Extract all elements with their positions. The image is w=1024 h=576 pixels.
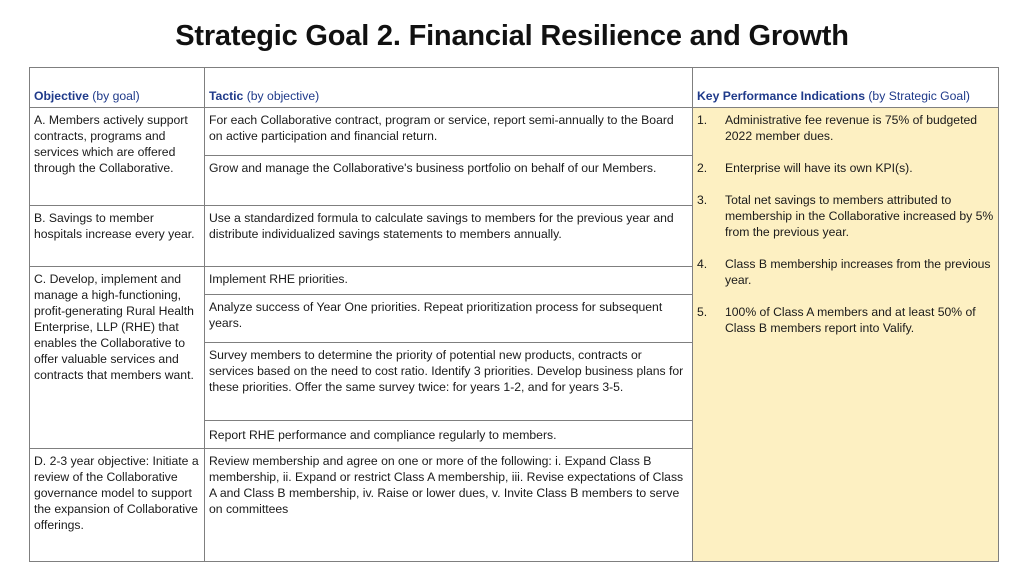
tactic-c3-cell: Survey members to determine the priority of potential new products, contracts or services based on the need to cost ratio. Identify 3 priorities. Develop business plans for these priorities. Offer the same survey twice: for years 1-2, and for years 3-5. (205, 343, 693, 421)
kpi-number: 2. (697, 161, 708, 175)
kpi-text: 100% of Class A members and at least 50% of Class B members report into Valify. (725, 305, 976, 335)
tactic-c1-cell: Implement RHE priorities. (205, 267, 693, 295)
strategic-goal-table (29, 67, 999, 562)
objective-header-sub: (by goal) (92, 89, 140, 103)
objective-header (30, 68, 205, 108)
kpi-text: Total net savings to members attributed to membership in the Collaborative increased by 5% from the previous year. (725, 193, 994, 239)
tactic-d1-cell: Review membership and agree on one or more of the following: i. Expand Class B membership, ii. Expand or restrict Class A membership, iii. Revise expectations of Class A and Class B membership, iv. Raise or lower dues, v. Invite Class B members to serve on committees (205, 449, 693, 562)
kpi-cell (693, 108, 999, 562)
kpi-header (693, 68, 999, 108)
kpi-header-sub: (by Strategic Goal) (868, 89, 970, 103)
kpi-header-label: Key Performance Indications (697, 89, 865, 103)
kpi-item-2 (697, 160, 994, 176)
kpi-text: Administrative fee revenue is 75% of budgeted 2022 member dues. (725, 113, 978, 143)
tactic-b1-cell: Use a standardized formula to calculate savings to members for the previous year and distribute individualized savings statements to members annually. (205, 206, 693, 267)
kpi-text: Class B membership increases from the previous year. (725, 257, 991, 287)
objective-d-cell: D. 2-3 year objective: Initiate a review of the Collaborative governance model to support the expansion of Collaborative offerings. (30, 449, 205, 562)
page-title: Strategic Goal 2. Financial Resilience and Growth (175, 20, 849, 52)
kpi-number: 1. (697, 113, 708, 127)
table-row (30, 108, 999, 156)
tactic-c4-cell: Report RHE performance and compliance regularly to members. (205, 421, 693, 449)
tactic-header-sub: (by objective) (246, 89, 320, 103)
kpi-number: 4. (697, 257, 708, 271)
tactic-a1-cell: For each Collaborative contract, program or service, report semi-annually to the Board on active participation and financial return. (205, 108, 693, 156)
tactic-a2-cell: Grow and manage the Collaborative's business portfolio on behalf of our Members. (205, 156, 693, 206)
kpi-number: 5. (697, 305, 708, 319)
kpi-item-5 (697, 304, 994, 336)
objective-c-cell: C. Develop, implement and manage a high-functioning, profit-generating Rural Health Enterprise, LLP (RHE) that enables the Collaborative to offer valuable services and contracts that members want. (30, 267, 205, 449)
kpi-text: Enterprise will have its own KPI(s). (725, 161, 913, 175)
tactic-header (205, 68, 693, 108)
kpi-item-4 (697, 256, 994, 288)
kpi-item-3 (697, 192, 994, 240)
objective-b-cell: B. Savings to member hospitals increase every year. (30, 206, 205, 267)
tactic-header-label: Tactic (209, 89, 244, 103)
kpi-item-1 (697, 112, 994, 144)
kpi-list (697, 112, 994, 336)
tactic-c2-cell: Analyze success of Year One priorities. Repeat prioritization process for subsequent years. (205, 295, 693, 343)
objective-header-label: Objective (34, 89, 89, 103)
header-row (30, 68, 999, 108)
kpi-number: 3. (697, 193, 708, 207)
objective-a-cell: A. Members actively support contracts, programs and services which are offered through the Collaborative. (30, 108, 205, 206)
